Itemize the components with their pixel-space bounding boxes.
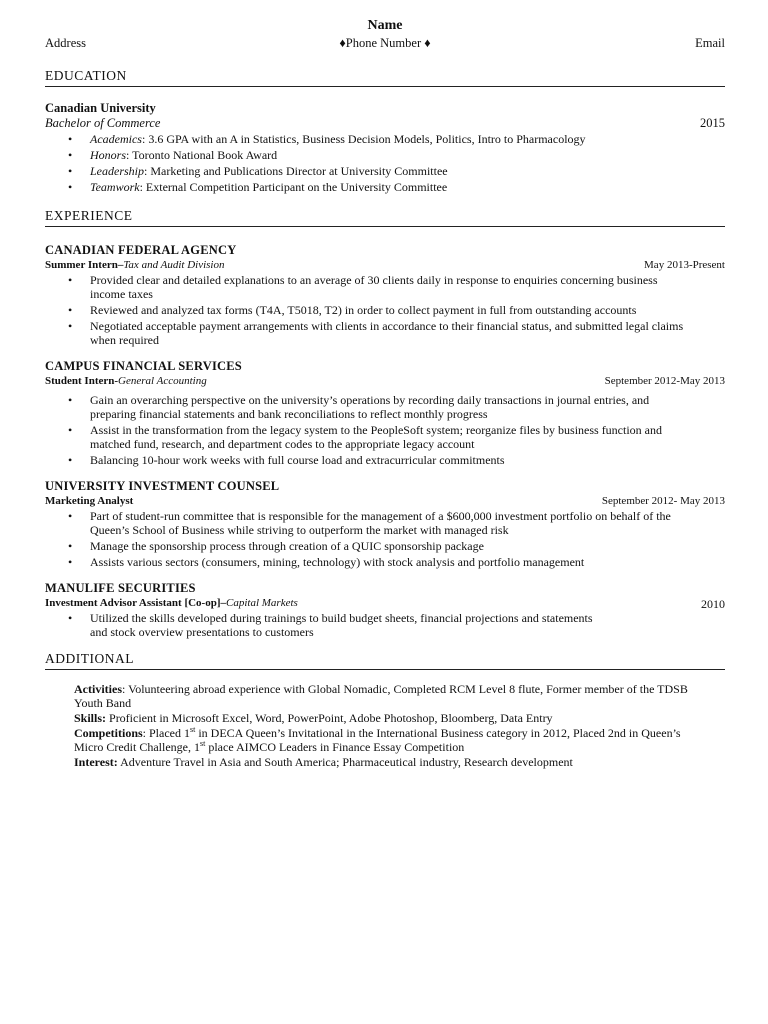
- degree-row: [45, 116, 725, 132]
- degree: Bachelor of Commerce: [45, 116, 161, 130]
- job-entry: [45, 581, 725, 639]
- list-item: • Assists various sectors (consumers, mining, technology) with stock analysis and portfolio management: [90, 555, 725, 569]
- job-role-row: Investment Advisor Assistant [Co-op]–Capital Markets 2010: [45, 597, 725, 611]
- school-name: Canadian University: [45, 101, 156, 115]
- education-heading: EDUCATION: [45, 66, 725, 87]
- phone-number: ♦Phone Number ♦: [339, 36, 431, 50]
- job-org: CAMPUS FINANCIAL SERVICES: [45, 359, 242, 373]
- resume-page: [45, 18, 725, 770]
- list-item: • Academics: 3.6 GPA with an A in Statistics, Business Decision Models, Politics, Intro to Pharmacology: [90, 132, 725, 146]
- interest-line: Interest: Adventure Travel in Asia and South America; Pharmaceutical industry, Research development: [74, 755, 573, 769]
- skills-line: Skills: Proficient in Microsoft Excel, Word, PowerPoint, Adobe Photoshop, Bloomberg, Data Entry: [74, 711, 553, 725]
- list-item: • Balancing 10-hour work weeks with full course load and extracurricular commitments: [90, 453, 725, 467]
- contact-line: [45, 36, 725, 52]
- job-bullets: [45, 509, 725, 569]
- activities-line: Activities: Volunteering abroad experience with Global Nomadic, Completed RCM Level 8 flute, Former member of the TDSB Youth Band: [74, 682, 688, 710]
- education-section: [45, 101, 725, 194]
- list-item: • Negotiated acceptable payment arrangements with clients in accordance to their financial status, and submitted legal claims when required: [90, 319, 725, 347]
- job-role-row: Summer Intern–Tax and Audit Division May 2013-Present: [45, 259, 725, 271]
- job-org: CANADIAN FEDERAL AGENCY: [45, 243, 237, 257]
- job-bullets: [45, 611, 725, 639]
- email: Email: [695, 36, 725, 50]
- job-org: UNIVERSITY INVESTMENT COUNSEL: [45, 479, 280, 493]
- job-role-row: Student Intern-General Accounting September 2012-May 2013: [45, 375, 725, 387]
- job-role-row: Marketing Analyst September 2012- May 2013: [45, 495, 725, 507]
- list-item: • Manage the sponsorship process through creation of a QUIC sponsorship package: [90, 539, 725, 553]
- address: Address: [45, 36, 86, 50]
- additional-heading: ADDITIONAL: [45, 649, 725, 670]
- job-entry: [45, 243, 725, 347]
- graduation-year: 2015: [700, 116, 725, 130]
- additional-section: [45, 682, 694, 769]
- list-item: • Leadership: Marketing and Publications Director at University Committee: [90, 164, 725, 178]
- job-dates: September 2012-May 2013: [604, 375, 725, 387]
- job-dates: 2010: [701, 597, 725, 611]
- list-item: • Reviewed and analyzed tax forms (T4A, T5018, T2) in order to collect payment in full from outstanding accounts: [90, 303, 725, 317]
- job-entry: [45, 359, 725, 467]
- list-item: • Teamwork: External Competition Participant on the University Committee: [90, 180, 725, 194]
- competitions-line: Competitions: Placed 1st in DECA Queen’s Invitational in the International Business category in 2012, Placed 2nd in Queen’s Micro Credit Challenge, 1st place AIMCO Leaders in Finance Essay Competition: [74, 725, 681, 754]
- list-item: • Utilized the skills developed during trainings to build budget sheets, financial projections and statements and stock overview presentations to customers: [90, 611, 635, 639]
- job-entry: [45, 479, 725, 569]
- job-dates: May 2013-Present: [644, 259, 725, 271]
- list-item: • Part of student-run committee that is responsible for the management of a $600,000 investment portfolio on behalf of the Queen’s School of Business while striving to outperform the market with managed risk: [90, 509, 725, 537]
- job-dates: September 2012- May 2013: [601, 495, 725, 507]
- candidate-name: Name: [367, 18, 403, 33]
- job-bullets: [45, 393, 725, 467]
- experience-heading: EXPERIENCE: [45, 206, 725, 227]
- list-item: • Gain an overarching perspective on the university’s operations by recording daily transactions in journal entries, and preparing financial statements and bank reconciliations to reflect monthly progress: [90, 393, 725, 421]
- job-bullets: [45, 273, 725, 347]
- education-bullets: [45, 132, 725, 194]
- list-item: • Assist in the transformation from the legacy system to the PeopleSoft system; reorganize files by business function and matched fund, research, and department codes to the appropriate legacy account: [90, 423, 725, 451]
- job-org: MANULIFE SECURITIES: [45, 581, 196, 595]
- list-item: • Honors: Toronto National Book Award: [90, 148, 725, 162]
- list-item: • Provided clear and detailed explanations to an average of 30 clients daily in response to enquiries concerning business income taxes: [90, 273, 725, 301]
